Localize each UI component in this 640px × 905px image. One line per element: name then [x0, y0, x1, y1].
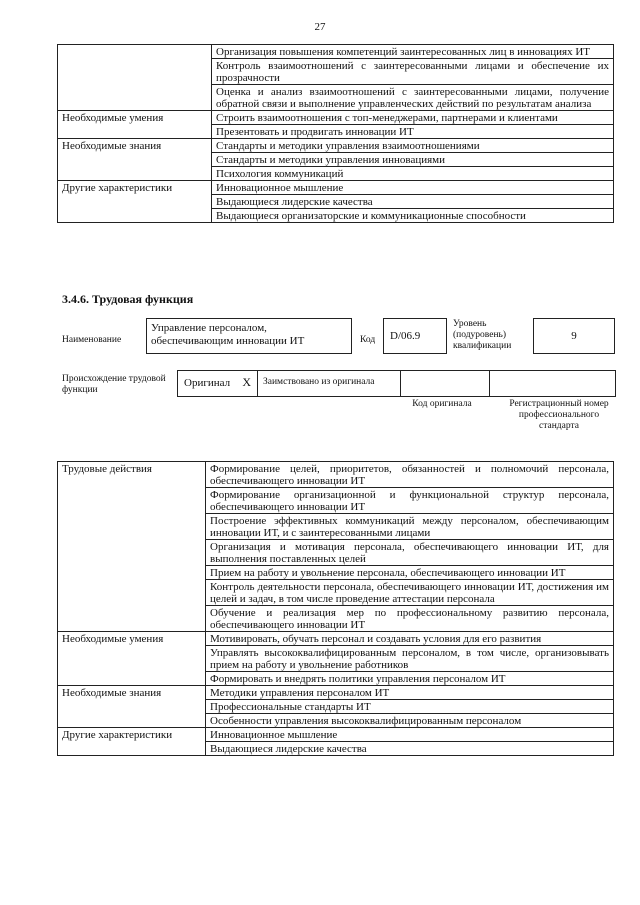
- row-item: Организация и мотивация персонала, обеспечивающего инновации ИТ, для выполнения поставленных целей: [206, 540, 614, 566]
- row-item: Построение эффективных коммуникаций между персоналом, обеспечивающим инновации ИТ, и с заинтересованными лицами: [206, 514, 614, 540]
- row-group-label: Трудовые действия: [58, 462, 206, 632]
- name-value: Управление персоналом, обеспечивающим инновации ИТ: [151, 322, 305, 347]
- row-group-label: Необходимые знания: [58, 139, 212, 181]
- row-group-label: Необходимые знания: [58, 686, 206, 728]
- row-item: Строить взаимоотношения с топ-менеджерами, партнерами и клиентами: [212, 111, 614, 125]
- level-value-box: [533, 318, 615, 354]
- row-group-label: Необходимые умения: [58, 632, 206, 686]
- table-row: [58, 462, 614, 488]
- row-item: Формирование организационной и функциональной структур персонала, обеспечивающего инновации ИТ: [206, 488, 614, 514]
- borrowed-label: Заимствовано из оригинала: [263, 377, 375, 387]
- row-item: Психология коммуникаций: [212, 167, 614, 181]
- row-item: Презентовать и продвигать инновации ИТ: [212, 125, 614, 139]
- row-item: Стандарты и методики управления взаимоотношениями: [212, 139, 614, 153]
- code-original-cell: [401, 371, 490, 396]
- table-row: [58, 111, 614, 125]
- row-item: Профессиональные стандарты ИТ: [206, 700, 614, 714]
- table-row: [58, 686, 614, 700]
- level-label: Уровень (подуровень) квалификации: [453, 319, 512, 351]
- code-original-caption: Код оригинала: [412, 399, 472, 409]
- row-item: Контроль деятельности персонала, обеспечивающего инновации ИТ, достижения им целей и задач, в том числе проведение аттестации персонала: [206, 580, 614, 606]
- row-item: Мотивировать, обучать персонал и создавать условия для его развития: [206, 632, 614, 646]
- row-item: Контроль взаимоотношений с заинтересованными лицами и обеспечение их прозрачности: [212, 59, 614, 85]
- code-label: Код: [360, 335, 376, 345]
- row-item: Стандарты и методики управления инновациями: [212, 153, 614, 167]
- row-group-label: [58, 45, 212, 111]
- row-item: Обучение и реализация мер по профессиональному развитию персонала, обеспечивающего инновации ИТ: [206, 606, 614, 632]
- code-value-box: [383, 318, 447, 354]
- table-row: [58, 181, 614, 195]
- row-item: Оценка и анализ взаимоотношений с заинтересованными лицами, получение обратной связи и выполнение управленческих действий по результатам анализа: [212, 85, 614, 111]
- table-row: [58, 728, 614, 742]
- page-number: 27: [314, 21, 326, 33]
- row-item: Формирование целей, приоритетов, обязанностей и полномочий персонала, обеспечивающего инновации ИТ: [206, 462, 614, 488]
- row-item: Организация повышения компетенций заинтересованных лиц в инновациях ИТ: [212, 45, 614, 59]
- row-item: Выдающиеся организаторские и коммуникационные способности: [212, 209, 614, 223]
- origin-label: Происхождение трудовой функции: [62, 374, 166, 395]
- original-mark: X: [242, 375, 251, 389]
- section-heading: 3.4.6. Трудовая функция: [62, 292, 194, 306]
- row-item: Инновационное мышление: [206, 728, 614, 742]
- row-item: Особенности управления высококвалифицированным персоналом: [206, 714, 614, 728]
- origin-row: [177, 370, 616, 397]
- row-item: Прием на работу и увольнение персонала, обеспечивающего инновации ИТ: [206, 566, 614, 580]
- table-row: [58, 45, 614, 59]
- row-group-label: Необходимые умения: [58, 111, 212, 139]
- row-group-label: Другие характеристики: [58, 728, 206, 756]
- original-cell: [178, 371, 258, 396]
- level-value: 9: [571, 330, 577, 342]
- competency-table-continued: [57, 44, 614, 223]
- labor-function-table: [57, 461, 614, 756]
- row-item: Инновационное мышление: [212, 181, 614, 195]
- name-label: Наименование: [62, 335, 122, 345]
- table-row: [58, 632, 614, 646]
- row-item: Выдающиеся лидерские качества: [206, 742, 614, 756]
- reg-number-cell: [490, 371, 615, 396]
- row-group-label: Другие характеристики: [58, 181, 212, 223]
- name-value-box: [146, 318, 352, 354]
- row-item: Управлять высококвалифицированным персоналом, в том числе, организовывать прием на работу и увольнение работников: [206, 646, 614, 672]
- original-label: Оригинал: [184, 377, 231, 389]
- table-row: [58, 139, 614, 153]
- row-item: Методики управления персоналом ИТ: [206, 686, 614, 700]
- row-item: Формировать и внедрять политики управления персоналом ИТ: [206, 672, 614, 686]
- borrowed-cell: [258, 371, 401, 396]
- row-item: Выдающиеся лидерские качества: [212, 195, 614, 209]
- reg-number-caption: Регистрационный номер профессионального стандарта: [509, 399, 609, 431]
- code-value: D/06.9: [390, 330, 421, 342]
